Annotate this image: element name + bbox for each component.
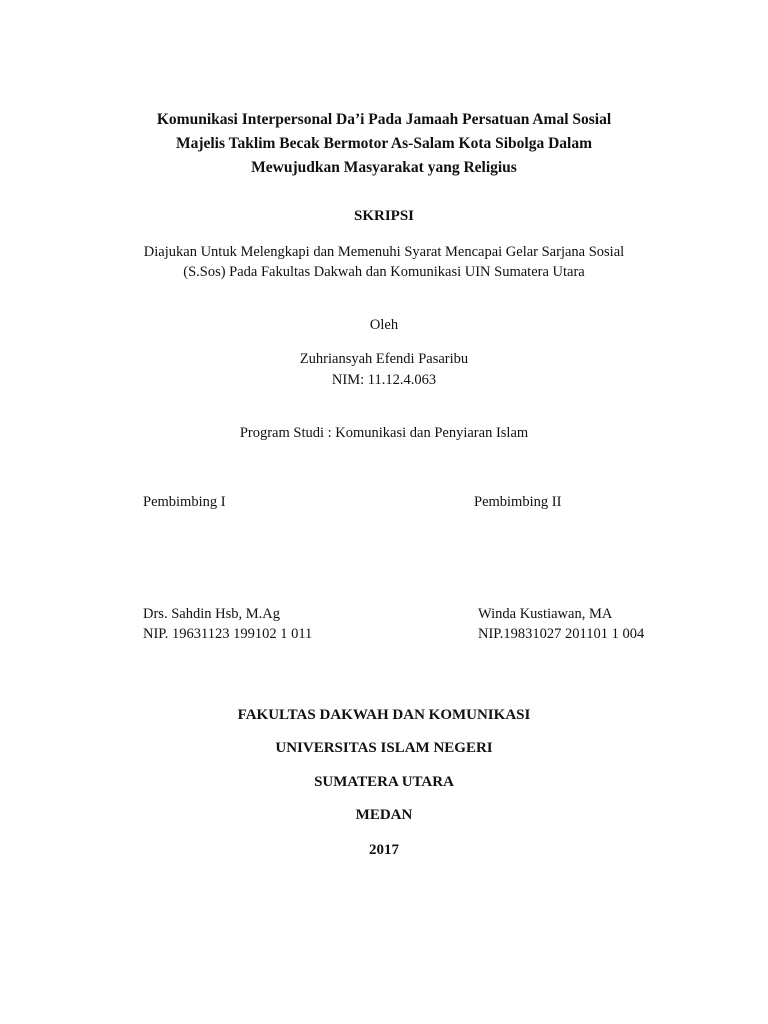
supervisor-2-block	[478, 604, 644, 644]
submission-statement	[0, 242, 768, 282]
intro-line-1: Diajukan Untuk Melengkapi dan Memenuhi Syarat Mencapai Gelar Sarjana Sosial	[143, 244, 625, 260]
intro-line-2: (S.Sos) Pada Fakultas Dakwah dan Komunikasi UIN Sumatera Utara	[183, 264, 585, 280]
faculty-name: FAKULTAS DAKWAH DAN KOMUNIKASI	[237, 707, 531, 723]
supervisor-1-nip: NIP. 19631123 199102 1 011	[143, 626, 313, 642]
supervisor-1-name: Drs. Sahdin Hsb, M.Ag	[143, 606, 280, 622]
author-nim: NIM: 11.12.4.063	[331, 372, 437, 388]
university-name: UNIVERSITAS ISLAM NEGERI	[275, 740, 493, 756]
supervisor-1-label: Pembimbing I	[143, 494, 226, 510]
region-name: SUMATERA UTARA	[314, 774, 454, 790]
title-line-1: Komunikasi Interpersonal Da’i Pada Jamaah Persatuan Amal Sosial	[156, 111, 612, 128]
study-program: Program Studi : Komunikasi dan Penyiaran Islam	[239, 425, 529, 441]
year: 2017	[369, 842, 399, 858]
author-name: Zuhriansyah Efendi Pasaribu	[299, 351, 469, 367]
supervisor-2-nip: NIP.19831027 201101 1 004	[478, 626, 645, 642]
thesis-title	[0, 108, 768, 180]
by-label: Oleh	[369, 317, 399, 333]
document-type: SKRIPSI	[353, 208, 415, 224]
supervisor-1-block	[143, 604, 312, 644]
city-name: MEDAN	[355, 807, 413, 823]
supervisor-2-name: Winda Kustiawan, MA	[478, 606, 613, 622]
title-line-2: Majelis Taklim Becak Bermotor As-Salam Kota Sibolga Dalam	[175, 135, 593, 152]
author-block	[0, 349, 768, 391]
title-line-3: Mewujudkan Masyarakat yang Religius	[251, 159, 517, 176]
supervisor-2-label: Pembimbing II	[474, 494, 562, 510]
